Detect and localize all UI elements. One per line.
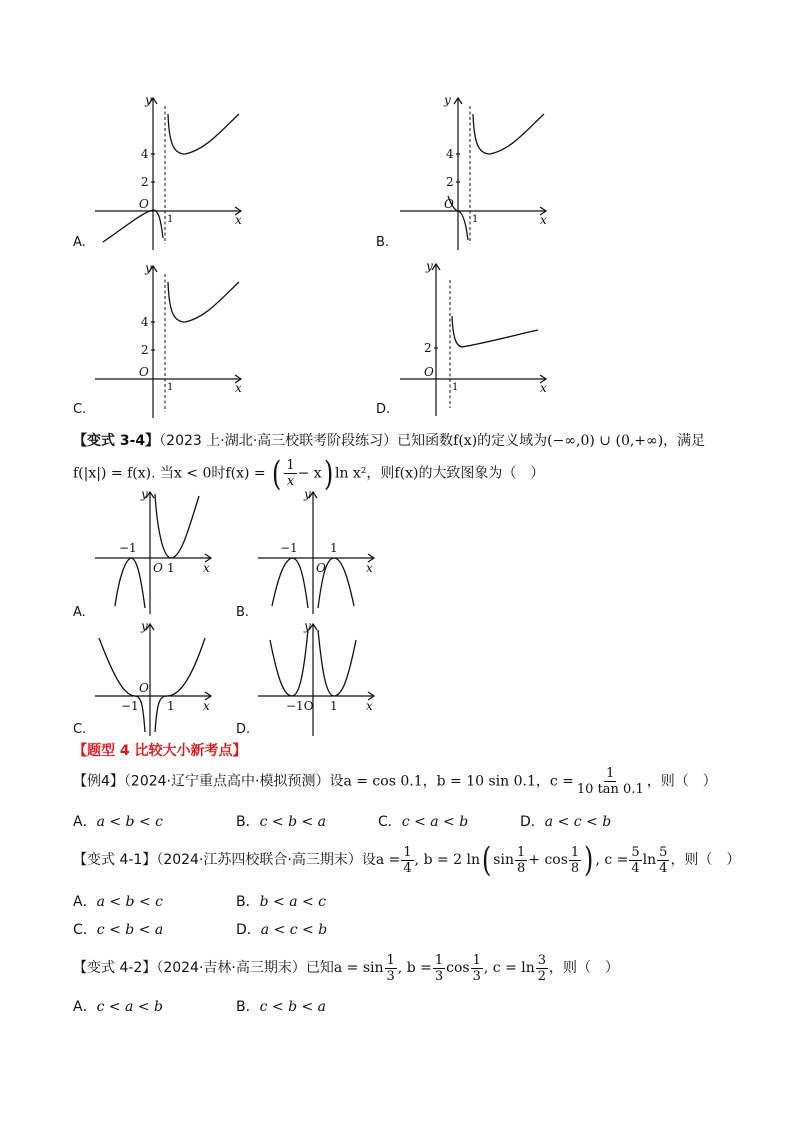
origin-label: O (153, 561, 163, 575)
tick-pos1: 1 (167, 561, 175, 575)
option-expr: c < a < b (96, 999, 163, 1015)
q34-text: ，满足 (663, 433, 706, 449)
q41-a-lhs: a = (375, 852, 401, 868)
q34-minus-x: − x (297, 465, 322, 482)
frac-num: 5 (659, 844, 668, 860)
tick-2: 2 (424, 341, 432, 355)
ex4-b: b = 10 sin 0.1 (436, 773, 536, 790)
option-label: B． (236, 814, 260, 830)
q34-frac (284, 458, 296, 489)
tick-2: 2 (141, 343, 149, 357)
tick-neg1: −1 (280, 541, 298, 555)
option-expr: b < a < c (259, 894, 327, 910)
frac-den: 3 (386, 968, 395, 984)
frac-num: 1 (434, 952, 444, 968)
origin-label: O (444, 197, 454, 211)
q41-text: 设 (361, 852, 376, 868)
frac-den: 10 tan 0.1 (576, 782, 644, 797)
ex4-option-c[interactable] (378, 811, 468, 831)
frac-num: 1 (286, 458, 295, 473)
frac-den: 8 (516, 860, 526, 876)
x-label: x (540, 381, 547, 395)
q34-option-b: B. (236, 605, 250, 620)
tick-pos1: 1 (330, 699, 338, 713)
ex4-option-a[interactable] (73, 811, 163, 831)
right-branch (168, 114, 239, 154)
frac-num: 1 (570, 844, 580, 860)
q41-option-a[interactable] (73, 891, 163, 911)
x-label: x (203, 699, 210, 713)
left-branch (272, 558, 308, 608)
frac-den: x (286, 474, 295, 489)
q41-tail: ，则（ ） (670, 852, 741, 868)
section-heading: 【题型 4 比较大小新考点】 (73, 743, 247, 759)
tick-2: 2 (446, 175, 454, 189)
ex4-c-lhs: c = (549, 773, 574, 790)
option-expr: a < b < c (96, 894, 163, 910)
graph-top-b (400, 92, 550, 256)
q34-fx: f(x) (394, 465, 419, 482)
right-branch (318, 630, 356, 696)
y-label: y (304, 487, 311, 501)
left-branch (115, 558, 145, 608)
frac-num: 1 (516, 844, 526, 860)
q42-line (73, 950, 619, 986)
ex4-option-b[interactable] (236, 811, 326, 831)
option-label: A． (73, 814, 97, 830)
right-branch (168, 282, 239, 322)
option-expr: c < b < a (96, 922, 164, 938)
tick-4: 4 (141, 315, 149, 329)
q34-tag: 【变式 3-4】 (73, 433, 160, 449)
q42-cos: cos (446, 960, 470, 976)
tick-4: 4 (141, 147, 149, 161)
graph-top-c (95, 260, 245, 424)
x-label: x (235, 213, 242, 227)
option-label: D． (520, 814, 545, 830)
x-label: x (366, 561, 373, 575)
q34-text: . 当 (151, 465, 174, 482)
option-label: B． (236, 999, 260, 1015)
frac-num: 5 (631, 844, 640, 860)
q42-tail: ，则（ ） (549, 960, 620, 976)
q34-text: 的定义域为 (477, 433, 548, 449)
q42-a-lhs: a = sin (333, 960, 384, 976)
q34-cond2: x < 0 (173, 465, 212, 482)
option-a-label: A. (73, 235, 86, 250)
frac-num: 1 (386, 952, 395, 968)
q41-option-b[interactable] (236, 891, 326, 911)
x-label: x (203, 561, 210, 575)
tick-neg1: −1 (119, 541, 137, 555)
ex4-source: （2024·辽宁重点高中·模拟预测） (123, 773, 330, 790)
q34-text: ，则 (366, 465, 395, 482)
ex4-line: 【例4】（2024·辽宁重点高中·模拟预测）设a = cos 0.1，b = 10 sin 0.1，c = $\frac{1}{10 \tan 0.1}$ ，则（ ） (73, 766, 717, 797)
q42-source: （2024·吉林·高三期末） (156, 960, 306, 976)
option-expr: c < b < a (259, 999, 327, 1015)
ex4-c-frac (575, 766, 646, 797)
q41-option-d[interactable] (236, 919, 327, 939)
tick-1: 1 (452, 382, 459, 393)
frac-den: 3 (434, 968, 444, 984)
frac-num: 1 (606, 766, 615, 781)
right-branch (155, 494, 199, 558)
x-label: x (235, 381, 242, 395)
tick-pos1: 1 (330, 541, 338, 555)
q42-b-lhs: , b = (397, 960, 432, 976)
tick-pos1: 1 (167, 699, 175, 713)
y-label: y (444, 93, 451, 107)
graph-q34-d (258, 620, 378, 744)
tick-4: 4 (446, 147, 454, 161)
q34-fx: f(x) (225, 465, 250, 482)
tick-1: 1 (472, 214, 479, 225)
q42-tag: 【变式 4-2】 (73, 960, 157, 976)
q41-sin: sin (493, 852, 514, 868)
left-branch (270, 630, 308, 696)
q34-line1 (73, 430, 705, 450)
q34-option-d: D. (236, 722, 251, 737)
graph-q34-a (95, 488, 215, 622)
option-c-label: C. (73, 402, 87, 417)
origin-label: O (139, 681, 149, 695)
q34-line2: f(|x|) = f(x). 当x < 0时f(x) = ( $\frac{1}{x}$ − x) ln x²，则f(x)的大致图象为（ ） (73, 453, 545, 494)
option-label: B． (236, 894, 260, 910)
tick-2: 2 (141, 175, 149, 189)
q41-option-c[interactable] (73, 919, 163, 939)
q42-option-b[interactable] (236, 996, 326, 1016)
q34-domain: (−∞,0) ∪ (0,+∞) (547, 433, 664, 449)
frac-den: 4 (659, 860, 668, 876)
tick-neg1: −1 (121, 699, 139, 713)
graph-top-a (95, 92, 245, 256)
q34-option-c: C. (73, 722, 87, 737)
option-label: C． (73, 922, 97, 938)
graph-q34-c (95, 620, 215, 744)
q34-text: 已知函数 (397, 433, 454, 449)
ex4-tail: ，则（ ） (646, 773, 717, 790)
q34-cond: f(|x|) = f(x) (73, 465, 152, 482)
option-expr: a < c < b (544, 814, 612, 830)
q41-cos: + cos (528, 852, 568, 868)
right-branch (452, 316, 538, 347)
frac-den: 8 (570, 860, 580, 876)
q41-source: （2024·江苏四校联合·高三期末） (156, 852, 362, 868)
frac-den: 3 (472, 968, 481, 984)
tick-1: 1 (167, 382, 174, 393)
q34-option-a: A. (73, 605, 86, 620)
frac-num: 3 (537, 952, 547, 968)
frac-num: 1 (403, 844, 412, 860)
q34-ln: ln x² (334, 465, 367, 482)
origin-label: O (424, 365, 434, 379)
frac-num: 1 (472, 952, 481, 968)
q34-text: 时 (211, 465, 226, 482)
graph-q34-b (258, 488, 378, 622)
y-label: y (141, 487, 148, 501)
tick-neg1-origin: −1O (286, 699, 314, 713)
y-label: y (141, 619, 148, 633)
q34-source: （2023 上·湖北·高三校联考阶段练习） (159, 433, 398, 449)
left-branch (103, 210, 163, 242)
option-label: A． (73, 999, 97, 1015)
q41-c-lhs: , c = (595, 852, 629, 868)
option-expr: a < c < b (260, 922, 328, 938)
origin-label: O (139, 365, 149, 379)
y-label: y (304, 619, 311, 633)
q41-b-lhs: , b = 2 ln (414, 852, 481, 868)
option-b-label: B. (376, 235, 390, 250)
q41-line: 【变式 4-1】（2024·江苏四校联合·高三期末）设a = $\frac{1}{4}$ , b = 2 ln( sin $\frac{1}{8}$ + cos $\frac{1}{8}$ ) , c = $\frac{5}{4}$ ln $\frac{5}{4}$ ，则（ ） (73, 840, 741, 880)
q34-text: 的大致图象为（ ） (418, 465, 545, 482)
q42-option-a[interactable] (73, 996, 163, 1016)
y-label: y (145, 261, 152, 275)
x-label: x (540, 213, 547, 227)
frac-den: 4 (631, 860, 640, 876)
option-label: D． (236, 922, 261, 938)
y-label: y (426, 259, 433, 273)
origin-label: O (139, 197, 149, 211)
option-expr: c < b < a (259, 814, 327, 830)
q42-c-lhs: , c = ln (483, 960, 535, 976)
ex4-a: a = cos 0.1 (343, 773, 423, 790)
frac-den: 2 (537, 968, 547, 984)
right-branch (155, 638, 205, 732)
ex4-text: 设 (329, 773, 344, 790)
option-d-label: D. (376, 402, 391, 417)
right-branch (473, 114, 544, 154)
x-label: x (366, 699, 373, 713)
frac-den: 4 (403, 860, 412, 876)
y-label: y (145, 93, 152, 107)
q41-tag: 【变式 4-1】 (73, 852, 157, 868)
ex4-option-d[interactable] (520, 811, 611, 831)
q41-ln: ln (642, 852, 657, 868)
graph-top-d (400, 258, 550, 422)
q34-fx: f(x) (453, 433, 478, 449)
ex4-tag: 【例4】 (73, 773, 124, 790)
q42-text: 已知 (305, 960, 334, 976)
option-expr: a < b < c (96, 814, 163, 830)
option-label: A． (73, 894, 97, 910)
origin-label: O (316, 561, 326, 575)
tick-1: 1 (167, 214, 174, 225)
option-expr: c < a < b (401, 814, 469, 830)
option-label: C． (378, 814, 402, 830)
